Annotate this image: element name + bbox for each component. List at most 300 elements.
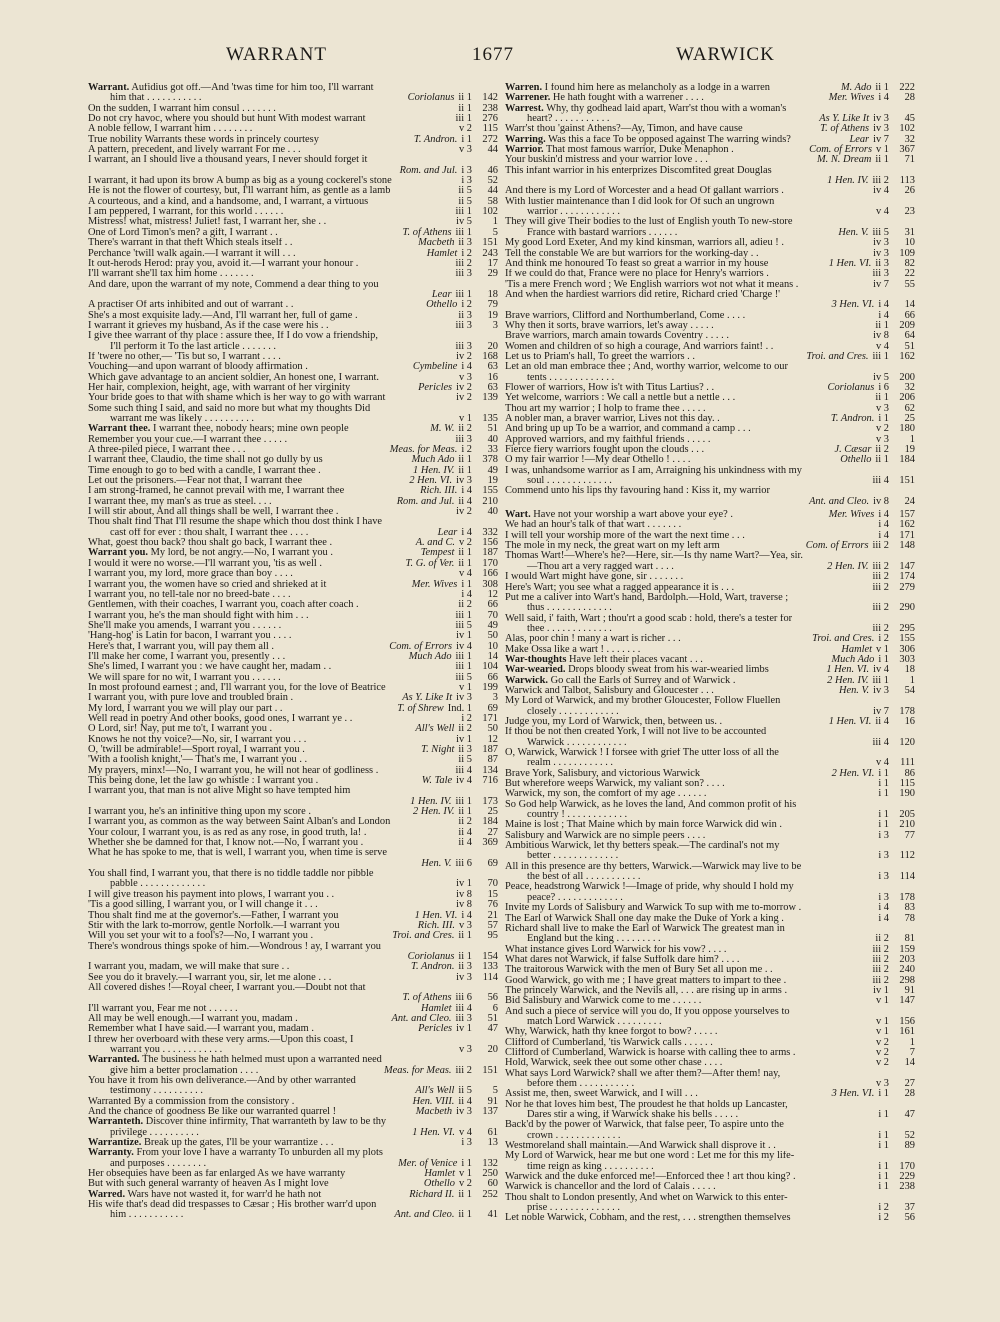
line-number: 69 — [487, 857, 498, 869]
act-scene: ii 3 — [458, 744, 472, 755]
quotation: True nobility Warrants these words in princely courtesy — [88, 134, 319, 145]
play-title: Lear — [849, 133, 870, 145]
entry-line — [88, 259, 498, 269]
headword: Warranted. — [88, 1055, 140, 1066]
play-title: 2 Hen. VI. — [831, 767, 875, 779]
act-scene: ii 4 — [458, 495, 472, 507]
line-number: 82 — [904, 257, 915, 269]
act-scene: iii 4 — [872, 475, 889, 487]
line-number: 102 — [482, 206, 498, 218]
quotation-text — [88, 424, 412, 434]
act-scene: ii 2 — [875, 933, 889, 945]
quotation: thus . . . . . . . . . . . . . — [527, 603, 612, 614]
line-number: 83 — [904, 902, 915, 914]
quotation-text — [505, 727, 915, 737]
line-number: 716 — [482, 775, 498, 787]
quotation: prise . . . . . . . . . . . . . . — [527, 1203, 620, 1214]
play-title: Ant. and Cleo. — [391, 1012, 452, 1024]
act-scene: iii 2 — [872, 581, 889, 593]
act-scene: i 4 — [878, 912, 889, 924]
entry-line — [505, 986, 915, 996]
quotation: A pattern, precedent, and lively warrant For me . . . — [88, 145, 301, 156]
act-scene: iii 1 — [455, 226, 472, 238]
reference — [831, 238, 915, 248]
line-number: 77 — [904, 829, 915, 841]
quotation: If 'twere no other,— 'Tis but so, I warrant . . . . — [88, 351, 281, 362]
reference — [394, 1209, 498, 1221]
reference — [414, 176, 498, 186]
headword: Warren. — [505, 83, 543, 93]
quotation: She's limed, I warrant you : we have caught her, madam . . — [88, 662, 332, 673]
line-number: 41 — [487, 1209, 498, 1221]
act-scene: ii 1 — [458, 464, 472, 476]
quotation: I would it were no worse.—I'll warrant you, 'tis as well . — [88, 558, 323, 569]
act-scene: iv 3 — [456, 475, 472, 487]
headword: Warring. — [505, 134, 546, 145]
play-title: 1 Hen. IV. — [827, 175, 869, 187]
quotation: Why, thy godhead laid apart, Warr'st thou with a woman's — [546, 103, 787, 114]
entry-line — [505, 882, 915, 892]
act-scene: iv 3 — [456, 971, 472, 983]
line-number: 170 — [482, 557, 498, 569]
play-title: Troi. and Cres. — [806, 350, 869, 362]
quotation-text — [505, 603, 829, 613]
quotation-text — [505, 145, 829, 155]
line-number: 114 — [482, 971, 498, 983]
line-number: 1 — [909, 674, 915, 686]
line-number: 95 — [487, 930, 498, 942]
play-title: Othello — [840, 454, 872, 466]
line-number: 62 — [904, 402, 915, 414]
quotation: France with bastard warriors . . . . . . — [527, 227, 678, 238]
entry-line — [505, 717, 915, 727]
entry-line — [505, 1213, 915, 1223]
quotation: Warwick is chancellor and the lord of Calais . . . . . — [505, 1182, 716, 1193]
entry-line — [88, 238, 498, 248]
line-number: 26 — [904, 185, 915, 197]
quotation-text — [505, 124, 829, 134]
act-scene: i 4 — [461, 909, 472, 921]
quotation-text — [505, 924, 915, 934]
line-number: 151 — [899, 475, 915, 487]
quotation: That most famous warrior, Duke Menaphon . — [546, 145, 734, 156]
act-scene: iv 8 — [873, 495, 889, 507]
act-scene: i 2 — [878, 1202, 889, 1214]
reference — [414, 600, 498, 610]
play-title: As Y. Like It — [402, 692, 453, 704]
play-title: Lear — [431, 288, 452, 300]
entry-line — [505, 820, 915, 830]
quotation-text — [88, 838, 412, 848]
line-number: 16 — [487, 371, 498, 383]
quotation: Her obsequies have been as far enlarged As we have warranty — [88, 1169, 346, 1180]
quotation-text — [505, 362, 915, 372]
header-left-catchword: WARRANT — [226, 44, 327, 65]
play-title: M. N. Dream — [816, 154, 872, 166]
quotation-text — [88, 828, 412, 838]
quotation-text — [88, 776, 412, 786]
line-number: 40 — [487, 433, 498, 445]
quotation-text — [505, 1172, 829, 1182]
quotation: I warrant, it had upon its brow A bump as big as a young cockerel's stone — [88, 176, 392, 187]
quotation: I would Wart might have gone, sir . . . . . . . — [505, 572, 684, 583]
entry-line — [88, 673, 498, 683]
entry-line — [505, 466, 915, 476]
line-number: 156 — [899, 1015, 915, 1027]
play-title: T. Andron. — [411, 961, 455, 973]
quotation: Let an old man embrace thee ; And, worthy warrior, welcome to our — [505, 362, 788, 373]
quotation: On the sudden, I warrant him consul . . . . . . . — [88, 103, 276, 114]
act-scene: i 4 — [878, 509, 889, 521]
quotation: Good Warwick, go with me ; I have great matters to impart to thee . — [505, 975, 787, 986]
play-title: Hen. V. — [838, 226, 869, 238]
reference — [392, 930, 498, 942]
reference — [831, 996, 915, 1006]
quotation: 'Hang-hog' is Latin for bacon, I warrant you . . . . — [88, 631, 292, 642]
quotation: the best of all . . . . . . . . . . . — [527, 872, 641, 883]
reference — [414, 745, 498, 755]
line-number: 168 — [482, 350, 498, 362]
line-number: 91 — [904, 984, 915, 996]
entry-line — [505, 1182, 915, 1192]
quotation: I warrant it grieves my husband, As if the case were his . . — [88, 320, 329, 331]
act-scene: ii 3 — [458, 237, 472, 249]
quotation: Which gave advantage to an ancient soldier, An honest one, I warrant. — [88, 372, 379, 383]
reference — [414, 569, 498, 579]
quotation-text — [88, 1035, 498, 1045]
act-scene: i 2 — [461, 299, 472, 311]
quotation: Wars have not wasted it, for warr'd he hath not — [127, 1189, 322, 1200]
act-scene: iii 2 — [455, 1064, 472, 1076]
quotation-text — [505, 614, 915, 624]
quotation: My Lord of Warwick, hear me but one word : Let me for this my life- — [505, 1151, 795, 1162]
play-title: Mer. Wives — [411, 578, 458, 590]
play-title: 2 Hen. IV. — [827, 560, 869, 572]
quotation: Put me a caliver into Wart's hand, Bardolph.—Hold, Wart, traverse ; — [505, 592, 789, 603]
quotation: She's a most exquisite lady.—And, I'll warrant her, full of game . — [88, 310, 358, 321]
act-scene: i 4 — [878, 299, 889, 311]
reference — [411, 961, 498, 973]
play-title: Rom. and Jul. — [396, 495, 455, 507]
act-scene: iii 6 — [455, 992, 472, 1004]
entry-line — [505, 155, 915, 165]
headword: Warrior. — [505, 145, 544, 156]
entry-line — [505, 779, 915, 789]
quotation-text — [505, 1007, 915, 1017]
line-number: 151 — [482, 237, 498, 249]
quotation: Brave warriors, Clifford and Northumberland, Come . . . . — [505, 310, 746, 321]
entry-line — [505, 945, 915, 955]
line-number: 44 — [487, 144, 498, 156]
line-number: 290 — [899, 602, 915, 614]
line-number: 114 — [899, 871, 915, 883]
play-title: Mer. Wives — [828, 509, 875, 521]
play-title: W. Tale — [421, 775, 453, 787]
act-scene: v 1 — [459, 413, 472, 424]
act-scene: ii 1 — [458, 102, 472, 114]
quotation: I will stir about, And all things shall be well, I warrant thee . — [88, 507, 339, 518]
quotation-text — [505, 686, 829, 696]
page-number: 1677 — [472, 44, 514, 65]
play-title: Tempest — [420, 547, 455, 559]
line-number: 46 — [487, 164, 498, 176]
quotation: In most profound earnest ; and, I'll warrant you, for the love of Beatrice — [88, 682, 386, 693]
entry-line — [505, 831, 915, 841]
quotation: Your buskin'd mistress and your warrior love . . . — [505, 155, 708, 166]
entry-line — [88, 838, 498, 848]
act-scene: iii 1 — [455, 795, 472, 807]
act-scene: i 2 — [878, 1212, 889, 1224]
quotation-text — [88, 311, 412, 321]
play-title: Much Ado — [408, 650, 452, 662]
entry-line — [88, 745, 498, 755]
act-scene: i 3 — [461, 164, 472, 176]
quotation-text — [88, 890, 412, 900]
quotation: Brave York, Salisbury, and victorious Warwick — [505, 768, 701, 779]
reference — [831, 789, 915, 799]
line-number: 24 — [904, 495, 915, 507]
entry-line — [88, 611, 498, 621]
entry-line — [505, 893, 915, 903]
quotation-text — [505, 393, 829, 403]
act-scene: i 2 — [461, 444, 472, 456]
quotation-text — [505, 634, 829, 644]
line-number: 18 — [904, 664, 915, 676]
act-scene: i 1 — [878, 1171, 889, 1183]
quotation-text — [88, 652, 412, 662]
quotation-text — [88, 259, 412, 269]
quotation: What he has spoke to me, that is well, I warrant you, when time is serve — [88, 848, 387, 859]
quotation: And such a piece of service will you do, If you oppose yourselves to — [505, 1006, 790, 1017]
entry-line — [88, 331, 498, 341]
quotation: A practiser Of arts inhibited and out of warrant . . — [88, 300, 294, 311]
quotation: 'Tis a good silling, I warrant you, or I will change it . . . — [88, 900, 318, 911]
quotation: And there is my Lord of Worcester and a head Of gallant warriors . — [505, 186, 784, 197]
quotation: But with such general warranty of heaven As I might love — [88, 1179, 329, 1190]
line-number: 148 — [899, 540, 915, 552]
line-number: 91 — [487, 1095, 498, 1107]
quotation: Thou shalt to London presently, And whet on Warwick to this enter- — [505, 1192, 788, 1203]
reference — [414, 1024, 498, 1034]
headword: Warranty. — [88, 1148, 134, 1159]
entry-line — [88, 962, 498, 972]
entry-line — [505, 841, 915, 851]
quotation-text — [88, 714, 412, 724]
act-scene: iv 3 — [873, 113, 889, 125]
entry-line — [505, 1203, 915, 1213]
quotation-text — [505, 197, 915, 207]
entry-line — [88, 569, 498, 579]
reference — [831, 269, 915, 279]
play-title: 2 Hen. IV. — [827, 674, 869, 686]
act-scene: i 2 — [878, 633, 889, 645]
act-scene: iii 1 — [455, 206, 472, 218]
reference — [414, 817, 498, 827]
quotation-text — [505, 810, 829, 820]
line-number: 151 — [482, 1064, 498, 1076]
quotation-text — [88, 921, 412, 931]
quotation: What instance gives Lord Warwick for his vow? . . . . — [505, 944, 727, 955]
quotation: 'With a foolish knight,'— That's me, I warrant you . . — [88, 755, 308, 766]
quotation-text — [88, 352, 412, 362]
line-number: 3 — [492, 692, 498, 704]
entry-line — [505, 1120, 915, 1130]
line-number: 210 — [899, 819, 915, 831]
entry-line — [88, 621, 498, 631]
line-number: 54 — [904, 684, 915, 696]
entry-line — [505, 1069, 915, 1079]
entry-line — [505, 789, 915, 799]
line-number: 1 — [909, 1036, 915, 1048]
line-number: 154 — [482, 950, 498, 962]
quotation-text — [88, 93, 412, 103]
entry-line — [88, 135, 498, 145]
act-scene: i 1 — [461, 133, 472, 145]
entry-line — [88, 166, 498, 176]
entry-line — [505, 362, 915, 372]
quotation-text — [505, 645, 829, 655]
act-scene: ii 5 — [458, 1085, 472, 1097]
play-title: Hen. VIII. — [412, 1095, 455, 1107]
act-scene: ii 2 — [458, 423, 472, 435]
act-scene: iv 5 — [456, 216, 472, 228]
quotation: So God help Warwick, as he loves the land, And common profit of his — [505, 799, 797, 810]
quotation-text — [505, 520, 829, 530]
entry-line — [88, 424, 498, 434]
quotation-text — [505, 1182, 829, 1192]
quotation: match Lord Warwick . . . . . . . . . — [527, 1016, 662, 1027]
quotation-text — [505, 893, 829, 903]
quotation-text — [88, 321, 412, 331]
quotation: Warwick and Talbot, Salisbury and Gloucester . . . — [505, 685, 714, 696]
quotation: Discover thine infirmity, That warranteth by law to be thy — [145, 1117, 387, 1128]
line-number: 55 — [904, 278, 915, 290]
entry-line — [88, 300, 498, 310]
quotation: The traitorous Warwick with the men of Bury Set all upon me . . — [505, 965, 773, 976]
reference — [414, 590, 498, 600]
quotation: I warrant thee, my man's as true as steel. . . . — [88, 496, 272, 507]
act-scene: v 3 — [459, 1043, 472, 1055]
quotation: Well read in poetry And other books, good ones, I warrant ye . . — [88, 713, 353, 724]
quotation-text — [505, 748, 915, 758]
entry-line — [505, 572, 915, 582]
quotation-text — [505, 1141, 829, 1151]
entry-line — [505, 603, 915, 613]
quotation: closely . . . . . . . . . . . . — [527, 706, 619, 717]
act-scene: ii 1 — [875, 83, 889, 93]
entry-line — [505, 696, 915, 706]
line-number: 184 — [899, 454, 915, 466]
entry-line — [88, 559, 498, 569]
quotation: Approved warriors, and my faithful friends . . . . . — [505, 434, 711, 445]
entry-line — [505, 1141, 915, 1151]
act-scene: iii 5 — [455, 671, 472, 683]
play-title: 2 Hen. IV. — [413, 806, 455, 818]
quotation: What, goest thou back? thou shalt go back, I warrant thee . — [88, 538, 333, 549]
quotation: soul . . . . . . . . . . . . . — [527, 476, 612, 487]
line-number: 174 — [899, 571, 915, 583]
quotation: I warrant you, my lord, more grace than boy . . . . — [88, 569, 293, 580]
quotation-text — [88, 621, 412, 631]
quotation: Clifford of Cumberland, 'tis Warwick calls . . . . . . — [505, 1037, 713, 1048]
line-number: 17 — [487, 257, 498, 269]
entry-line — [505, 280, 915, 290]
quotation: All covered dishes !—Royal cheer, I warrant you.—Doubt not that — [88, 982, 366, 993]
quotation-text — [505, 135, 829, 145]
quotation-text — [88, 538, 412, 548]
quotation-text — [505, 789, 829, 799]
act-scene: iv 3 — [873, 237, 889, 249]
headword: Warrest. — [505, 103, 544, 114]
quotation: Warranted By a commission from the consistory . — [88, 1096, 295, 1107]
line-number: 1 — [909, 433, 915, 445]
quotation-text — [505, 1089, 829, 1099]
act-scene: iv 5 — [873, 371, 889, 383]
quotation-text — [505, 510, 829, 520]
entry-line — [505, 1110, 915, 1120]
quotation-text — [505, 342, 829, 352]
act-scene: ii 2 — [458, 723, 472, 735]
entry-line — [88, 1138, 498, 1148]
act-scene: ii 4 — [458, 837, 472, 849]
quotation-text — [505, 445, 829, 455]
quotation-text — [88, 1097, 412, 1107]
line-number: 308 — [482, 578, 498, 590]
reference — [409, 1188, 498, 1200]
quotation-text — [505, 1193, 915, 1203]
entry-line — [88, 517, 498, 527]
quotation: Here's that, I warrant you, will pay them all . — [88, 641, 274, 652]
play-title: Mer. of Venice — [398, 1157, 458, 1169]
line-number: 10 — [487, 640, 498, 652]
quotation: him that . . . . . . . . . . . — [110, 93, 202, 104]
line-number: 5 — [492, 226, 498, 238]
act-scene: v 2 — [876, 1036, 889, 1048]
line-number: 187 — [482, 547, 498, 559]
line-number: 70 — [487, 878, 498, 890]
line-number: 51 — [904, 340, 915, 352]
quotation-text — [88, 466, 412, 476]
play-title: T. of Athens — [402, 226, 452, 238]
quotation: A courteous, and a kind, and a handsome, and, I warrant, a virtuous — [88, 196, 369, 207]
line-number: 6 — [492, 1002, 498, 1014]
play-title: 1 Hen. VI. — [828, 715, 872, 727]
line-number: 109 — [899, 247, 915, 259]
entry-line — [88, 704, 498, 714]
quotation-text — [505, 1151, 915, 1161]
quotation-text — [88, 104, 412, 114]
entry-line — [88, 186, 498, 196]
quotation-text — [88, 228, 412, 238]
act-scene: v 1 — [876, 1015, 889, 1027]
quotation-text — [88, 528, 412, 538]
quotation: Dares stir a wing, if Warwick shake his bells . . . . . — [527, 1110, 739, 1121]
reference — [414, 1107, 498, 1117]
quotation: Some such thing I said, and said no more but what my thoughts Did — [88, 403, 371, 414]
play-title: Much Ado — [411, 454, 455, 466]
act-scene: ii 3 — [458, 961, 472, 973]
quotation-text — [88, 559, 412, 569]
act-scene: iv 2 — [456, 350, 472, 362]
reference — [414, 393, 498, 403]
act-scene: v 1 — [876, 643, 889, 655]
line-number: 184 — [482, 816, 498, 828]
quotation-text — [88, 435, 412, 445]
quotation: Warwick and the duke enforced me!—Enforced thee ! art thou king? . — [505, 1172, 796, 1183]
act-scene: i 3 — [878, 829, 889, 841]
entry-line — [88, 1024, 498, 1034]
act-scene: ii 3 — [875, 257, 889, 269]
